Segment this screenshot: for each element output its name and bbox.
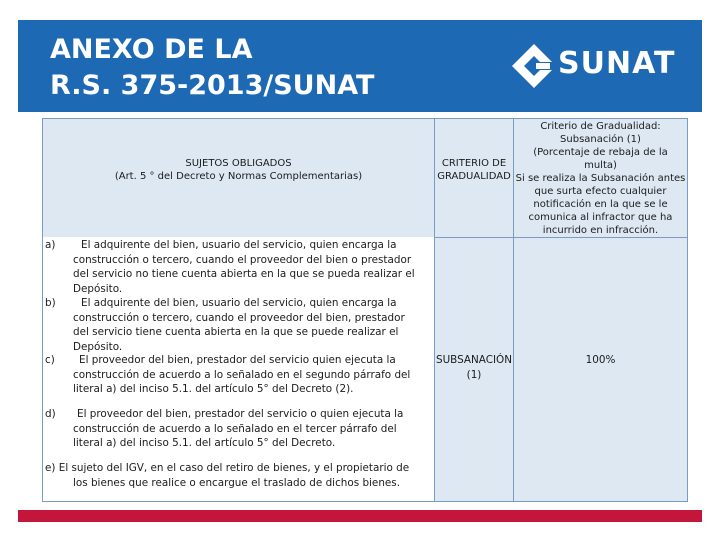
annex-table xyxy=(42,118,688,502)
criterio-header-line-2: GRADUALIDAD xyxy=(437,171,511,182)
row-line: El proveedor del bien, prestador del servicio quien ejecuta la xyxy=(79,354,396,366)
criterio-value-line-1: SUBSANACIÓN xyxy=(435,354,512,366)
row-line: Depósito. xyxy=(73,340,123,353)
row-letter: a) xyxy=(45,239,56,251)
subsanacion-header-line: Criterio de Gradualidad: xyxy=(540,121,661,132)
column-divider xyxy=(434,119,435,501)
sunat-logo-text: SUNAT xyxy=(558,46,676,81)
subsanacion-header-line: notificación en la que se le xyxy=(533,199,668,210)
sujetos-header-line-1: SUJETOS OBLIGADOS xyxy=(185,158,292,169)
row-line: El adquirente del bien, usuario del servicio, quien encarga la xyxy=(81,297,397,309)
body-cell-percent xyxy=(514,238,687,501)
title-line-2: R.S. 375-2013/SUNAT xyxy=(50,70,375,101)
subsanacion-header-line: Subsanación (1) xyxy=(560,134,641,145)
row-letter: d) xyxy=(45,408,56,420)
criterio-header-line-1: CRITERIO DE xyxy=(441,158,507,169)
header-row-divider xyxy=(434,237,687,238)
row-line: del servicio no tiene cuenta abierta en la que se pueda realizar el xyxy=(73,268,415,281)
row-line: los bienes que realice o encargue el traslado de dichos bienes. xyxy=(73,476,401,489)
subsanacion-header-line: comunica al infractor que ha xyxy=(528,212,673,223)
row-letter: b) xyxy=(45,297,56,309)
row-line: del servicio tiene cuenta abierta en la que se puede realizar el xyxy=(73,326,399,339)
row-line: construcción o tercero, cuando el proveedor del bien o prestador xyxy=(73,253,412,266)
subsanacion-header-line: Si se realiza la Subsanación antes xyxy=(515,173,686,184)
criterio-value xyxy=(435,353,513,382)
row-line: construcción de acuerdo a lo señalado en el segundo párrafo del xyxy=(73,368,411,381)
row-line: El adquirente del bien, usuario del servicio, quien encarga la xyxy=(81,239,397,251)
sujetos-header-line-2: (Art. 5 ° del Decreto y Normas Complementarias) xyxy=(114,171,363,182)
row-line: El proveedor del bien, prestador del servicio o quien ejecuta la xyxy=(77,408,404,420)
header-cell-sujetos xyxy=(43,119,434,237)
row-line: literal a) del inciso 5.1. del artículo 5° del Decreto (2). xyxy=(73,383,354,396)
title-line-1: ANEXO DE LA xyxy=(50,34,253,65)
table-row-e xyxy=(45,461,431,490)
column-divider xyxy=(513,119,514,501)
subsanacion-header-line: incurrido en infracción. xyxy=(542,225,659,236)
row-line: literal a) del inciso 5.1. del artículo 5° del Decreto. xyxy=(73,437,336,450)
row-letter: c) xyxy=(45,354,55,366)
criterio-value-line-2: (1) xyxy=(466,368,482,381)
header-cell-subsanacion xyxy=(514,119,687,237)
page-title xyxy=(50,32,374,104)
row-line: construcción o tercero, cuando el proveedor del bien, prestador xyxy=(73,311,405,324)
subsanacion-header-line: (Porcentaje de rebaja de la xyxy=(533,147,668,158)
row-line: Depósito. xyxy=(73,282,123,295)
subsanacion-header-line: multa) xyxy=(584,160,617,171)
row-line: e) El sujeto del IGV, en el caso del retiro de bienes, y el propietario de xyxy=(45,462,410,474)
subsanacion-header-line: que surta efecto cualquier xyxy=(534,186,667,197)
header-cell-criterio xyxy=(435,119,513,237)
row-line: construcción de acuerdo a lo señalado en el tercer párrafo del xyxy=(73,422,397,435)
footer-accent-bar xyxy=(18,510,702,522)
percent-value: 100% xyxy=(585,354,616,366)
